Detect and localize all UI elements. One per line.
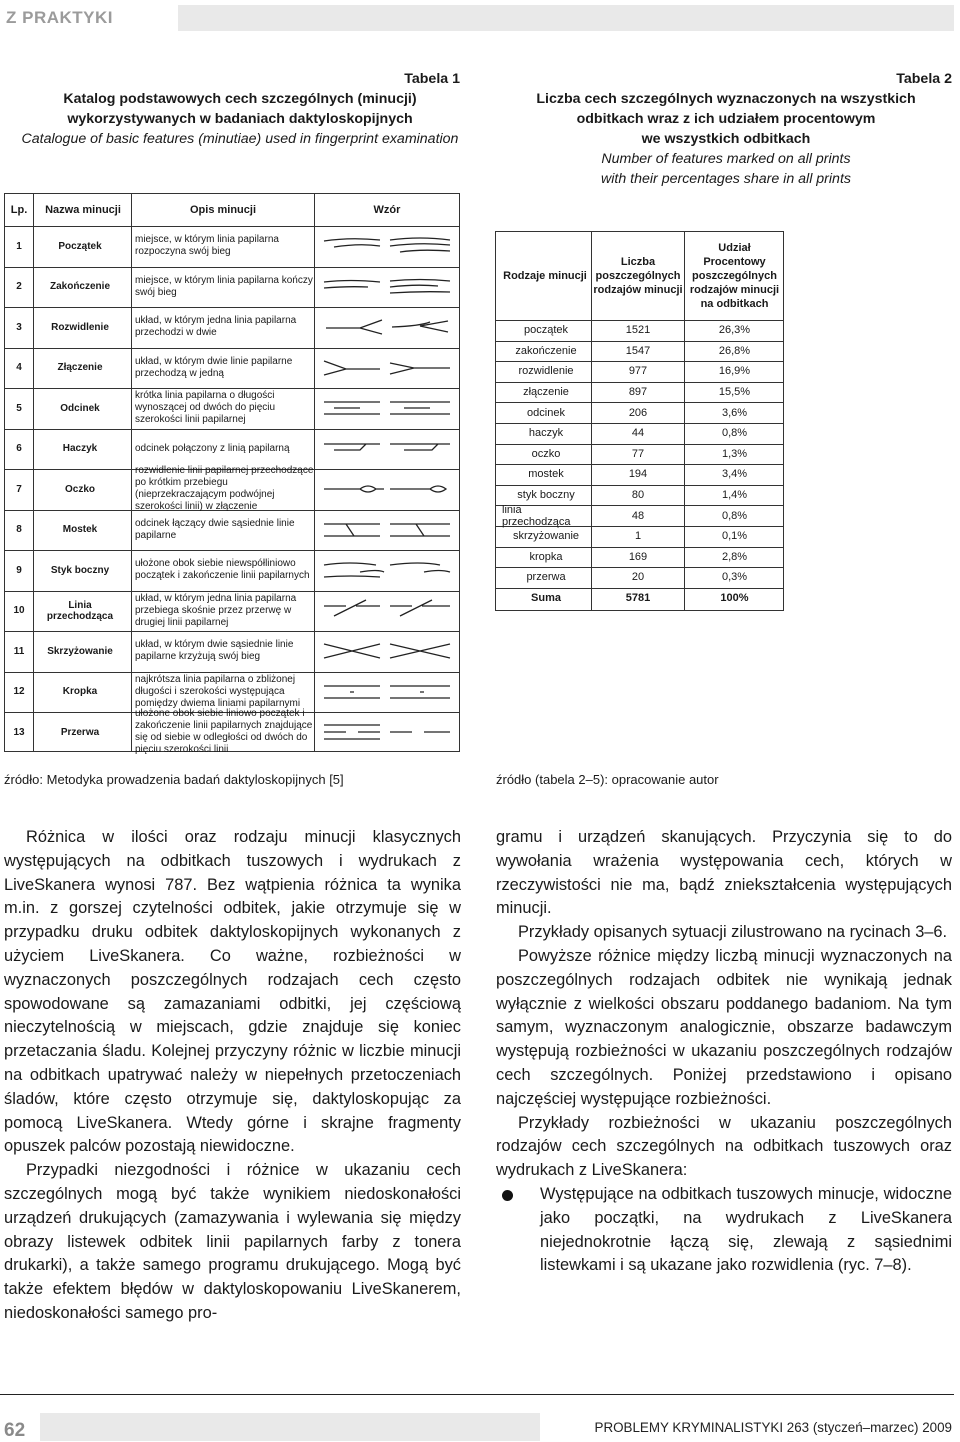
ridge-pattern-icon [320,353,454,383]
ridge-pattern-icon [320,717,454,747]
row-number: 6 [16,443,22,455]
table-row [496,505,783,527]
ridge-pattern-icon [320,272,454,302]
minutia-description: układ, w którym dwie linie papilarne przechodzą w jedną [135,355,293,379]
row-number: 11 [13,645,25,657]
minutia-type: linia przechodząca [502,503,571,528]
ridge-pattern-icon [320,312,454,342]
ridge-pattern-icon [320,596,454,626]
minutia-pattern [317,348,457,389]
minutia-name: Styk boczny [50,564,110,576]
minutia-count: 48 [631,509,645,522]
row-number: 3 [16,321,22,333]
minutia-description: miejsce, w którym linia papilarna kończy swój bieg [135,274,313,298]
minutia-type: odcinek [527,406,565,419]
bullet-dot-icon [502,1190,513,1201]
minutia-count: 1 [634,530,642,543]
table-row [5,631,459,673]
minutia-count: 80 [631,489,645,502]
minutia-share: 0,8% [721,509,748,522]
table2-title-en-2: with their percentages share in all prints [601,171,851,187]
table1-header-pattern: Wzór [373,204,401,216]
table1-number: Tabela 1 [404,71,460,87]
minutia-pattern [317,429,457,470]
minutia-pattern [317,307,457,348]
minutia-count: 1547 [625,344,651,357]
row-number: 9 [16,564,22,576]
minutia-pattern [317,267,457,308]
minutia-count: 194 [628,468,648,481]
minutia-type: rozwidlenie [518,365,574,378]
body-column-right [496,826,952,1278]
table-row [5,267,459,309]
minutia-pattern [317,388,457,429]
table1-title-pl: Katalog podstawowych cech szczególnych (minucji) wykorzystywanych w badaniach daktyloskopijnych [63,91,417,127]
minutia-description: krótka linia papilarna o długości wynoszącej od dwóch do pięciu szerokości linii papilarnej [135,390,276,426]
table-row [5,226,459,268]
minutia-name: Odcinek [60,402,100,414]
table-row [496,547,783,569]
table2-title-pl-3: we wszystkich odbitkach [641,131,811,147]
table2-title-pl-1: Liczba cech szczególnych wyznaczonych na wszystkich [536,91,916,107]
minutia-name: Przerwa [60,726,100,738]
minutia-count: 1521 [625,324,651,337]
paragraph: Przykłady opisanych sytuacji zilustrowano na rycinach 3–6. [518,923,948,942]
section-label: Z PRAKTYKI [6,8,113,27]
table-row [496,588,783,609]
minutia-pattern [317,469,457,510]
minutia-share: 0,1% [721,530,748,543]
table-row [496,567,783,589]
row-number: 8 [16,524,22,536]
table-row [496,423,783,445]
minutia-description: układ, w którym jedna linia papilarna przechodzi w dwie [135,315,297,339]
minutia-type: Suma [531,592,561,605]
minutia-name: Skrzyżowanie [47,645,113,657]
table1-caption [20,69,460,149]
table1-header-name: Nazwa minucji [45,204,121,216]
paragraph: Powyższe różnice między liczbą minucji wyznaczonych na poszczególnych rodzajach odbitek nie wynikają jednak wyłącznie z wielkości obszaru poddanego badaniom. Na tym samym, wyznaczonym analogicznie, obszarze badawczym występują rozbieżności w ukazaniu poszczególnych rodzajów cech szczególnych. Poniżej przedstawiono i opisano najczęściej występujące rozbieżności. [496,946,952,1108]
ridge-pattern-icon [320,515,454,545]
page-number: 62 [4,1420,26,1441]
minutia-description: ułożone obok siebie liniowo początek i zakończenie linii papilarnych znajdujące się od siebie w odległości od dwóch do pięciu szerokości linii [135,708,313,756]
table-row [5,388,459,430]
minutia-description: odcinek łączący dwie sąsiednie linie papilarne [135,517,295,541]
paragraph: Przykłady rozbieżności w ukazaniu poszczególnych rodzajów cech szczególnych na odbitkach tuszowych oraz wydrukach z LiveSkanera: [496,1113,952,1180]
minutia-name: Linia przechodząca [46,599,114,622]
row-number: 7 [16,483,22,495]
minutia-share: 1,4% [721,489,748,502]
minutia-count: 977 [628,365,648,378]
footer-rule [0,1394,954,1395]
minutiae-count-table [495,231,784,611]
ridge-pattern-icon [320,677,454,707]
minutia-description: układ, w którym jedna linia papilarna przebiega skośnie przez przerwę w drugiej linii papilarnej [135,592,297,628]
table-row [496,361,783,383]
minutia-type: początek [523,324,569,337]
table2-header [496,232,783,321]
table-row [5,591,459,633]
minutia-count: 897 [628,386,648,399]
table2-source: źródło (tabela 2–5): opracowanie autor [496,772,719,787]
bullet-item [496,1183,952,1278]
bullet-text: Występujące na odbitkach tuszowych minucje, widoczne jako początki, na wydrukach z LiveSkanera niejednokrotnie łączą się, zlewają z sąsiednimi listewkami i są ukazane jako rozwidlenia (ryc. 7–8). [540,1184,952,1275]
minutia-count: 169 [628,550,648,563]
minutia-description: rozwidlenie linii papilarnej przechodzące po krótkim przebiegu (nieprzekraczającym podwójnej szerokości linii) w złączenie [135,465,314,513]
minutia-count: 77 [631,447,645,460]
minutia-share: 0,8% [721,427,748,440]
table-row [5,708,459,756]
minutia-name: Kropka [62,686,98,698]
paragraph: gramu i urządzeń skanujących. Przyczynia się to do wywołania wrażenia występowania cech, których w rzeczywistości nie ma, bądź zniekształcenia występujących minucji. [496,828,952,918]
minutia-name: Zakończenie [49,281,111,293]
minutia-name: Złączenie [57,362,103,374]
minutia-description: najkrótsza linia papilarna o zbliżonej długości i szerokości występująca pomiędzy dwiema liniami papilarnymi [135,673,301,709]
paragraph: Przypadki niezgodności i różnice w ukazaniu cech szczególnych mogą być także wynikiem niedoskonałości urządzeń drukujących (zamazywania i wylewania się między obrazy listewek odbitek linii papilarnych farby z tonera drukarki), a także samego programu drukującego. Mogą być także efektem błędów w daktyloskopowaniu LiveSkanerem, niedoskonałości samego pro- [4,1161,461,1322]
minutia-share: 16,9% [718,365,751,378]
table2-header-type: Rodzaje minucji [503,270,587,282]
minutia-type: skrzyżowanie [512,530,580,543]
minutia-name: Oczko [64,483,95,495]
table2-title-pl-2: odbitkach wraz z ich udziałem procentowym [576,111,876,127]
table2-header-count: Liczba poszczególnych rodzajów minucji [593,256,683,296]
table2-title-en-1: Number of features marked on all prints [601,151,851,167]
table-row [5,307,459,349]
minutia-type: styk boczny [517,489,575,502]
minutia-count: 20 [631,571,645,584]
row-number: 12 [13,686,25,698]
minutiae-catalogue-table [4,193,460,756]
table-row [496,341,783,363]
minutia-pattern [317,550,457,591]
ridge-pattern-icon [320,555,454,585]
table-row [5,429,459,471]
table-row [496,526,783,548]
table-row [496,382,783,404]
minutia-description: odcinek połączony z linią papilarną [135,442,290,454]
minutia-type: przerwa [526,571,566,584]
minutia-pattern [317,712,457,753]
minutia-share: 0,3% [721,571,748,584]
journal-name: PROBLEMY KRYMINALISTYKI 263 (styczeń–marzec) 2009 [594,1420,952,1435]
table1-header-desc: Opis minucji [189,204,256,216]
minutia-description: miejsce, w którym linia papilarna rozpoczyna swój bieg [135,234,279,258]
table1-source: źródło: Metodyka prowadzenia badań daktyloskopijnych [5] [4,772,344,787]
row-number: 1 [16,240,22,252]
table2-number: Tabela 2 [896,71,952,87]
minutia-type: oczko [531,447,561,460]
minutia-count: 5781 [625,592,651,605]
minutia-type: złączenie [523,386,569,399]
minutia-pattern [317,631,457,672]
table-row [496,320,783,342]
minutia-pattern [317,591,457,632]
table-row [496,464,783,486]
ridge-pattern-icon [320,231,454,261]
header-bar [178,5,954,31]
table-row [496,444,783,466]
ridge-pattern-icon [320,434,454,464]
table-row [5,348,459,390]
row-number: 4 [16,362,22,374]
minutia-share: 3,6% [721,406,748,419]
minutia-share: 1,3% [721,447,748,460]
ridge-pattern-icon [320,474,454,504]
table1-header [5,194,459,227]
body-column-left [4,826,461,1326]
table1-header-lp: Lp. [10,204,28,216]
table-row [5,672,459,714]
table-row [496,402,783,424]
minutia-name: Rozwidlenie [51,321,109,333]
minutia-share: 26,8% [718,344,751,357]
row-number: 2 [16,281,22,293]
minutia-name: Haczyk [62,443,98,455]
minutia-description: układ, w którym dwie sąsiednie linie papilarne krzyżują swój bieg [135,639,294,663]
row-number: 10 [13,605,25,617]
row-number: 13 [13,726,25,738]
table-row [5,465,459,513]
row-number: 5 [16,402,22,414]
ridge-pattern-icon [320,393,454,423]
table-row [5,510,459,552]
minutia-share: 15,5% [718,386,751,399]
minutia-type: kropka [529,550,563,563]
minutia-share: 2,8% [721,550,748,563]
minutia-name: Mostek [62,524,98,536]
minutia-type: mostek [528,468,564,481]
footer-bar [40,1413,540,1441]
minutia-type: haczyk [528,427,564,440]
minutia-pattern [317,226,457,267]
paragraph: Różnica w ilości oraz rodzaju minucji klasycznych występujących na odbitkach tuszowych i wydrukach z LiveSkanera wynosi 787. Bez wątpienia różnica ta wynika m.in. z gorszej czytelności odbitek, jakie otrzymuje się w przypadku druku odbitek daktyloskopijnych wykonanych z użyciem LiveSkanera. Co ważne, rozbieżności w wyznaczonych poszczególnych rodzajach cech często spowodowane są zamazaniami odbitki, jej częściową nieczytelnością w miejscach, gdzie znajduje się koniec przetaczania śladu. Kolejnej przyczyny różnic w liczbie minucji na odbitkach upatrywać należy w niepełnych przetoczeniach śladów, które często otrzymuje się, daktyloskopując za pomocą LiveSkanera. Wtedy górne i skrajne fragmenty opuszek palców pozostają niewidoczne. [4,828,461,1156]
table2-header-share: Udział Procentowy poszczególnych rodzajów minucji na odbitkach [689,242,780,310]
minutia-share: 100% [720,592,749,605]
minutia-count: 206 [628,406,648,419]
minutia-pattern [317,672,457,713]
minutia-name: Początek [58,240,102,252]
minutia-share: 26,3% [718,324,751,337]
minutia-type: zakończenie [515,344,577,357]
minutia-pattern [317,510,457,551]
minutia-share: 3,4% [721,468,748,481]
minutia-count: 44 [631,427,645,440]
table2-caption [500,69,952,189]
ridge-pattern-icon [320,636,454,666]
table1-title-en: Catalogue of basic features (minutiae) used in fingerprint examination [21,131,459,147]
minutia-description: ułożone obok siebie niewspółliniowo początek i zakończenie linii papilarnych [135,558,310,582]
table-row [5,550,459,592]
